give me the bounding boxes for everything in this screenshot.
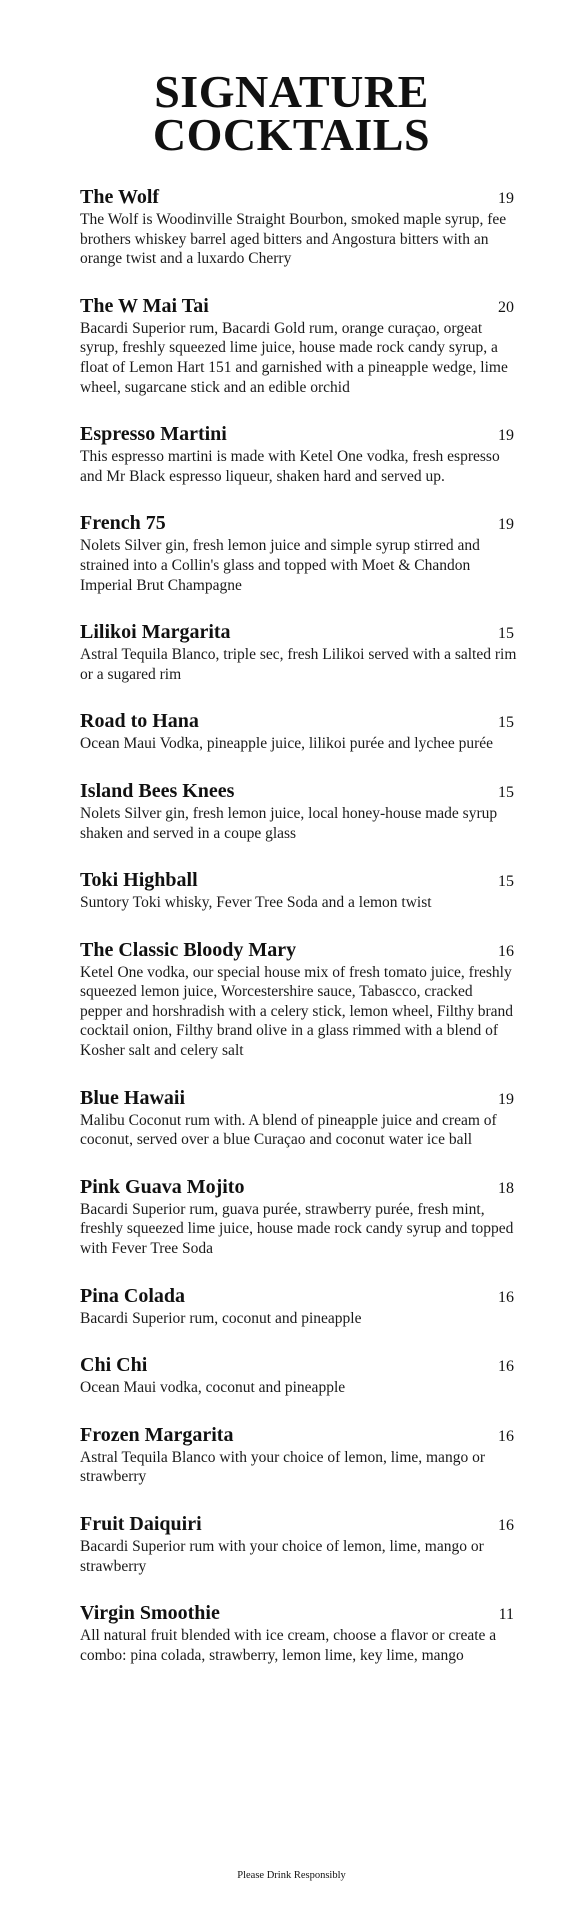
menu-item xyxy=(80,1176,520,1259)
menu-item-description: Bacardi Superior rum, coconut and pineapple xyxy=(80,1309,362,1327)
menu-item-name: Virgin Smoothie xyxy=(80,1602,220,1625)
menu-item-name: The W Mai Tai xyxy=(80,294,209,317)
menu-item-price: 15 xyxy=(498,873,514,891)
menu-item-description: Bacardi Superior rum, Bacardi Gold rum, orange curaçao, orgeat syrup, freshly squeezed lime juice, house made rock candy syrup, a float of Lemon Hart 151 and garnished with a pineapple wedge, lime wheel, sugarcane stick and an edible orchid xyxy=(80,319,508,396)
menu-item-price: 19 xyxy=(498,190,514,207)
menu-item-name: Road to Hana xyxy=(80,710,199,733)
menu-item-description: Astral Tequila Blanco, triple sec, fresh Lilikoi served with a salted rim or a sugared rim xyxy=(80,646,517,683)
menu-item-description: Bacardi Superior rum, guava purée, strawberry purée, fresh mint, freshly squeezed lime juice, house made rock candy syrup and topped with Fever Tree Soda xyxy=(80,1200,514,1258)
menu-item-header xyxy=(80,869,520,893)
menu-item-price: 18 xyxy=(498,1179,514,1197)
page-title xyxy=(0,66,583,160)
menu-item-header xyxy=(80,1285,520,1309)
menu-item-name: French 75 xyxy=(80,512,166,535)
menu-item-name: Blue Hawaii xyxy=(80,1086,186,1109)
menu-item-description: Nolets Silver gin, fresh lemon juice and simple syrup stirred and strained into a Collin's glass and topped with Moet & Chandon Imperial Brut Champagne xyxy=(80,537,480,594)
menu-item xyxy=(80,869,520,913)
menu-item-price: 20 xyxy=(498,298,514,316)
menu-item-header xyxy=(80,1513,520,1537)
menu-item-description: Malibu Coconut rum with. A blend of pineapple juice and cream of coconut, served over a blue Curaçao and coconut water ice ball xyxy=(80,1111,497,1149)
menu-item-header xyxy=(80,710,520,734)
menu-item-name: The Wolf xyxy=(80,186,160,208)
menu-item-name: Fruit Daiquiri xyxy=(80,1513,202,1535)
menu-item-header xyxy=(80,1176,520,1200)
page-title-line-2: COCKTAILS xyxy=(152,109,431,160)
menu-item xyxy=(80,1087,520,1150)
menu-item-description: Ocean Maui vodka, coconut and pineapple xyxy=(80,1379,346,1397)
menu-item-price: 16 xyxy=(498,1427,514,1445)
menu-item-price: 16 xyxy=(498,1358,514,1376)
menu-item-header xyxy=(80,512,520,536)
menu-item-name: Island Bees Knees xyxy=(80,779,235,802)
menu-item-name: Pink Guava Mojito xyxy=(80,1175,245,1198)
menu-item-name: Frozen Margarita xyxy=(80,1423,234,1446)
menu-item-header xyxy=(80,1354,520,1378)
menu-item xyxy=(80,710,520,754)
footer-note: Please Drink Responsibly xyxy=(237,1870,346,1881)
menu-item-price: 15 xyxy=(498,783,514,801)
menu-item-name: The Classic Bloody Mary xyxy=(80,938,297,961)
menu-item-header xyxy=(80,1602,520,1626)
menu-item-name: Toki Highball xyxy=(80,869,198,892)
menu-item-header xyxy=(80,423,520,447)
menu-item-description: Nolets Silver gin, fresh lemon juice, local honey-house made syrup shaken and served in a coupe glass xyxy=(80,804,498,842)
page-title-line-1: SIGNATURE xyxy=(154,66,429,117)
menu-item-name: Espresso Martini xyxy=(80,423,227,446)
menu-item xyxy=(80,1285,520,1329)
menu-item-header xyxy=(80,186,520,210)
menu-item-price: 19 xyxy=(498,1090,514,1108)
menu-item xyxy=(80,1513,520,1576)
menu-item-price: 15 xyxy=(498,625,514,643)
menu-item-price: 19 xyxy=(498,516,514,534)
menu-item-description: The Wolf is Woodinville Straight Bourbon, smoked maple syrup, fee brothers whiskey barrel aged bitters and Angostura bitters with an orange twist and a luxardo Cherry xyxy=(80,211,507,268)
menu-item-price: 15 xyxy=(498,714,514,732)
menu-item-description: Bacardi Superior rum with your choice of lemon, lime, mango or strawberry xyxy=(80,1538,484,1575)
menu-item-price: 16 xyxy=(498,1517,514,1534)
menu-item xyxy=(80,939,520,1061)
menu-item-header xyxy=(80,295,520,319)
menu-item-name: Chi Chi xyxy=(80,1354,148,1377)
menu-item-header xyxy=(80,1087,520,1111)
menu-item-price: 16 xyxy=(498,1288,514,1306)
menu-item xyxy=(80,186,520,269)
menu-item xyxy=(80,1602,520,1665)
menu-item-header xyxy=(80,780,520,804)
menu-item-description: Astral Tequila Blanco with your choice of lemon, lime, mango or strawberry xyxy=(80,1448,485,1486)
menu-item-name: Pina Colada xyxy=(80,1284,186,1307)
menu-item-description: Ocean Maui Vodka, pineapple juice, lilikoi purée and lychee purée xyxy=(80,735,494,753)
menu-item xyxy=(80,423,520,486)
menu-item-price: 16 xyxy=(498,942,514,960)
menu-item-description: This espresso martini is made with Ketel One vodka, fresh espresso and Mr Black espresso liqueur, shaken hard and served up. xyxy=(80,448,500,485)
menu-item xyxy=(80,621,520,684)
menu-item-header xyxy=(80,621,520,645)
cocktail-list xyxy=(80,186,520,1691)
menu-item-description: All natural fruit blended with ice cream, choose a flavor or create a combo: pina colada, strawberry, lemon lime, key lime, mango xyxy=(80,1627,497,1664)
menu-item-name: Lilikoi Margarita xyxy=(80,621,231,644)
menu-item-description: Ketel One vodka, our special house mix of fresh tomato juice, freshly squeezed lemon juice, Worcestershire sauce, Tabascco, cracked pepper and horshradish with a celery stick, lemon wheel, Filthy brand cocktail onion, Filthy brand olive in a glass rimmed with a blend of Kosher salt and celery salt xyxy=(80,963,514,1060)
menu-item xyxy=(80,512,520,595)
menu-item xyxy=(80,1424,520,1487)
menu-item-price: 19 xyxy=(498,427,514,445)
menu-item xyxy=(80,295,520,397)
menu-item xyxy=(80,780,520,843)
menu-item-description: Suntory Toki whisky, Fever Tree Soda and a lemon twist xyxy=(80,894,432,912)
menu-item xyxy=(80,1354,520,1398)
menu-item-header xyxy=(80,939,520,963)
menu-item-price: 11 xyxy=(498,1606,514,1624)
menu-item-header xyxy=(80,1424,520,1448)
